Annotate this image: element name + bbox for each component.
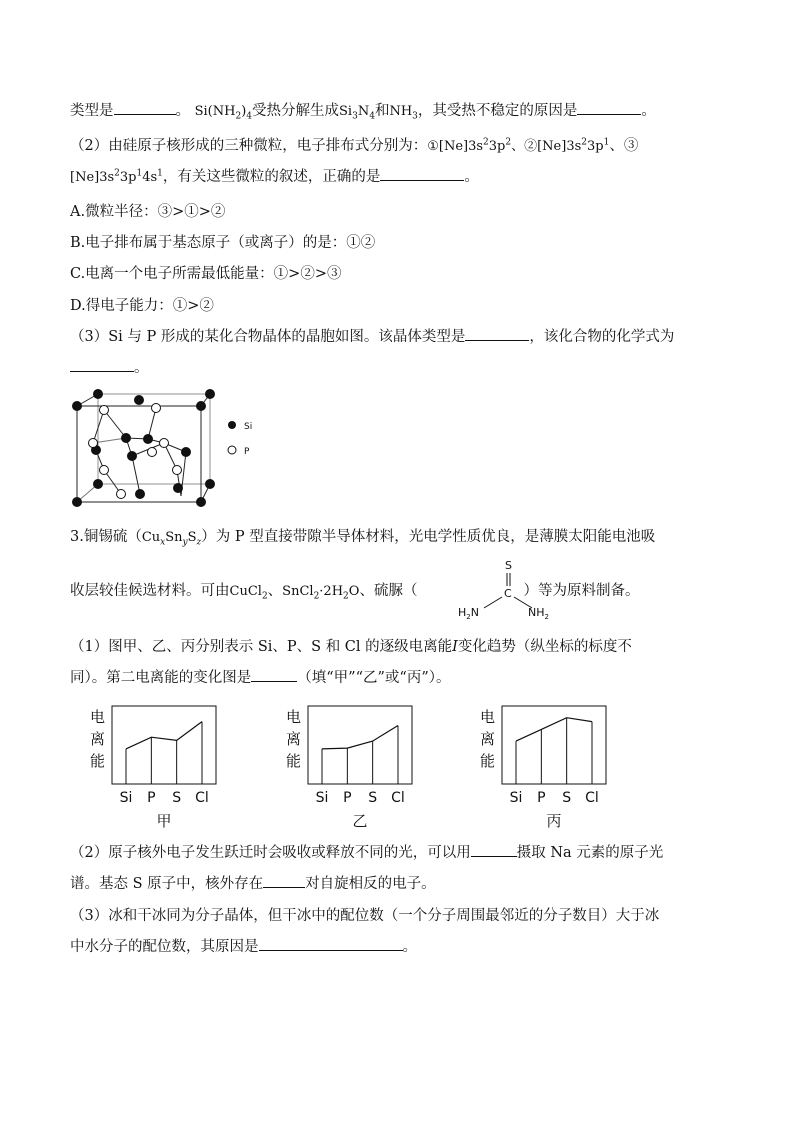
answer-blank[interactable] bbox=[114, 100, 176, 115]
text: （填“甲”“乙”或“丙”）。 bbox=[297, 670, 451, 686]
text: 3.铜锡硫（ bbox=[70, 529, 142, 545]
option-d: D.得电子能力：①>② bbox=[70, 298, 214, 314]
y-axis-label-char: 电 bbox=[480, 708, 496, 726]
plot-frame bbox=[112, 706, 216, 784]
ionization-charts bbox=[82, 700, 642, 830]
x-tick-label-P: P bbox=[537, 790, 546, 806]
x-tick-label-S: S bbox=[368, 790, 378, 806]
chart-title: 乙 bbox=[352, 812, 368, 830]
y-axis-label-char: 能 bbox=[480, 752, 496, 770]
formula-cucl2: CuCl$_2$ bbox=[229, 584, 268, 602]
q3-3-line2 bbox=[70, 936, 417, 958]
answer-blank[interactable] bbox=[577, 100, 641, 115]
text: 谱。基态 S 原子中，核外存在 bbox=[70, 876, 264, 892]
x-tick-label-Si: Si bbox=[509, 790, 523, 806]
symbol-i: I bbox=[452, 639, 458, 655]
chart-1 bbox=[278, 700, 448, 830]
x-tick-label-S: S bbox=[172, 790, 182, 806]
text: 、③ bbox=[609, 138, 639, 154]
answer-blank[interactable] bbox=[70, 357, 134, 372]
answer-blank[interactable] bbox=[259, 936, 403, 951]
text: 同）。第二电离能的变化图是 bbox=[70, 670, 252, 686]
text: ，其受热不稳定的原因是 bbox=[417, 103, 578, 119]
unit-cell-figure bbox=[66, 386, 276, 512]
text: （3）Si 与 P 形成的某化合物晶体的晶胞如图。该晶体类型是 bbox=[70, 329, 466, 345]
chart-2 bbox=[472, 700, 642, 830]
text: 。 bbox=[175, 103, 190, 119]
y-axis-label-char: 离 bbox=[90, 730, 106, 748]
thiourea-s-label: S bbox=[505, 559, 512, 572]
answer-blank[interactable] bbox=[471, 842, 517, 857]
config-2: 、$②[Ne]3s^23p^1$ bbox=[511, 137, 610, 154]
text: 。 bbox=[402, 939, 417, 955]
text: 受热分解生成 bbox=[252, 103, 340, 119]
q2-3-line1 bbox=[70, 326, 674, 348]
text: 中水分子的配位数，其原因是 bbox=[70, 939, 259, 955]
y-axis-label-char: 能 bbox=[90, 752, 106, 770]
y-axis-label-char: 电 bbox=[90, 708, 106, 726]
text: 对自旋相反的电子。 bbox=[305, 876, 436, 892]
x-tick-label-Si: Si bbox=[315, 790, 329, 806]
text: ）等为原料制备。 bbox=[523, 583, 640, 599]
q3-1-line1 bbox=[70, 636, 632, 658]
text: 。 bbox=[641, 103, 656, 119]
text: （2）由硅原子核形成的三种微粒，电子排布式分别为： bbox=[70, 138, 428, 154]
answer-blank[interactable] bbox=[465, 326, 529, 341]
answer-blank[interactable] bbox=[263, 873, 305, 888]
text: 摄取 Na 元素的原子光 bbox=[516, 845, 664, 861]
text: ）为 P 型直接带隙半导体材料，光电学性质优良，是薄膜太阳能电池吸 bbox=[201, 529, 656, 545]
text: 变化趋势（纵坐标的标度不 bbox=[457, 639, 632, 655]
y-axis-label-char: 能 bbox=[286, 752, 302, 770]
option-a: A.微粒半径：③>①>② bbox=[70, 204, 226, 220]
text: （2）原子核外电子发生跃迁时会吸收或释放不同的光，可以用 bbox=[70, 845, 471, 861]
option-b: B.电子排布属于基态原子（或离子）的是：①② bbox=[70, 235, 376, 251]
config-3: $[Ne]3s^23p^14s^1$ bbox=[70, 168, 163, 185]
x-tick-label-P: P bbox=[343, 790, 352, 806]
q3-line1 bbox=[70, 526, 655, 549]
y-axis-label-char: 离 bbox=[286, 730, 302, 748]
plot-frame bbox=[502, 706, 606, 784]
legend-p-marker bbox=[228, 446, 236, 454]
text: ，该化合物的化学式为 bbox=[529, 329, 675, 345]
chart-title: 丙 bbox=[546, 812, 562, 830]
q2-3-line2 bbox=[70, 357, 149, 379]
thiourea-c-label: C bbox=[504, 587, 512, 600]
text: 和 bbox=[374, 103, 390, 119]
q3-2-line2 bbox=[70, 873, 436, 895]
q3-3-line1: （3）冰和干冰同为分子晶体，但干冰中的配位数（一个分子周围最邻近的分子数目）大于冰 bbox=[70, 908, 660, 924]
legend-p-label: P bbox=[244, 447, 250, 457]
text: （1）图甲、乙、丙分别表示 Si、P、S 和 Cl 的逐级电离能 bbox=[70, 639, 453, 655]
config-1: $①[Ne]3s^23p^2$ bbox=[427, 137, 512, 154]
x-tick-label-Cl: Cl bbox=[585, 790, 599, 806]
formula-sncl2-2h2o: $SnCl_2\cdot 2H_2O$ bbox=[282, 584, 360, 602]
answer-blank[interactable] bbox=[380, 166, 464, 181]
chart-title: 甲 bbox=[156, 812, 172, 830]
text: 类型是 bbox=[70, 103, 114, 119]
x-tick-label-Cl: Cl bbox=[391, 790, 405, 806]
legend-si-label: Si bbox=[244, 422, 253, 432]
series-line bbox=[322, 726, 398, 749]
formula-si-nh2-4: $Si(NH_2)_4$ bbox=[194, 104, 253, 122]
text: 。 bbox=[134, 360, 149, 376]
thiourea-nh2-label: $NH_2$ bbox=[528, 606, 549, 621]
series-line bbox=[516, 718, 592, 741]
x-tick-label-Cl: Cl bbox=[195, 790, 209, 806]
q3-2-line1 bbox=[70, 842, 663, 864]
thiourea-structure bbox=[452, 556, 562, 622]
text: 。 bbox=[464, 169, 479, 185]
text: ，有关这些微粒的叙述，正确的是 bbox=[162, 169, 381, 185]
text: 、 bbox=[267, 583, 283, 599]
series-line bbox=[126, 722, 202, 749]
x-tick-label-S: S bbox=[562, 790, 572, 806]
q2-tail-line bbox=[70, 100, 656, 123]
q2-2-line1 bbox=[70, 135, 638, 158]
answer-blank[interactable] bbox=[251, 667, 297, 682]
x-tick-label-P: P bbox=[147, 790, 156, 806]
legend-si-marker bbox=[228, 421, 236, 429]
text: 、硫脲（ bbox=[359, 583, 418, 599]
y-axis-label-char: 离 bbox=[480, 730, 496, 748]
q3-1-line2 bbox=[70, 667, 450, 689]
formula-cuxsnysz: $Cu_xSn_yS_z$ bbox=[141, 530, 202, 548]
text: 收层较佳候选材料。可由 bbox=[70, 583, 230, 599]
chart-0 bbox=[82, 700, 252, 830]
thiourea-h2n-label: $H_2N$ bbox=[458, 606, 479, 621]
q2-2-line2 bbox=[70, 166, 479, 189]
formula-si3n4: $Si_3N_4$ bbox=[339, 104, 375, 122]
y-axis-label-char: 电 bbox=[286, 708, 302, 726]
option-c: C.电离一个电子所需最低能量：①>②>③ bbox=[70, 266, 342, 282]
formula-nh3: $NH_3$ bbox=[389, 104, 418, 122]
x-tick-label-Si: Si bbox=[119, 790, 133, 806]
